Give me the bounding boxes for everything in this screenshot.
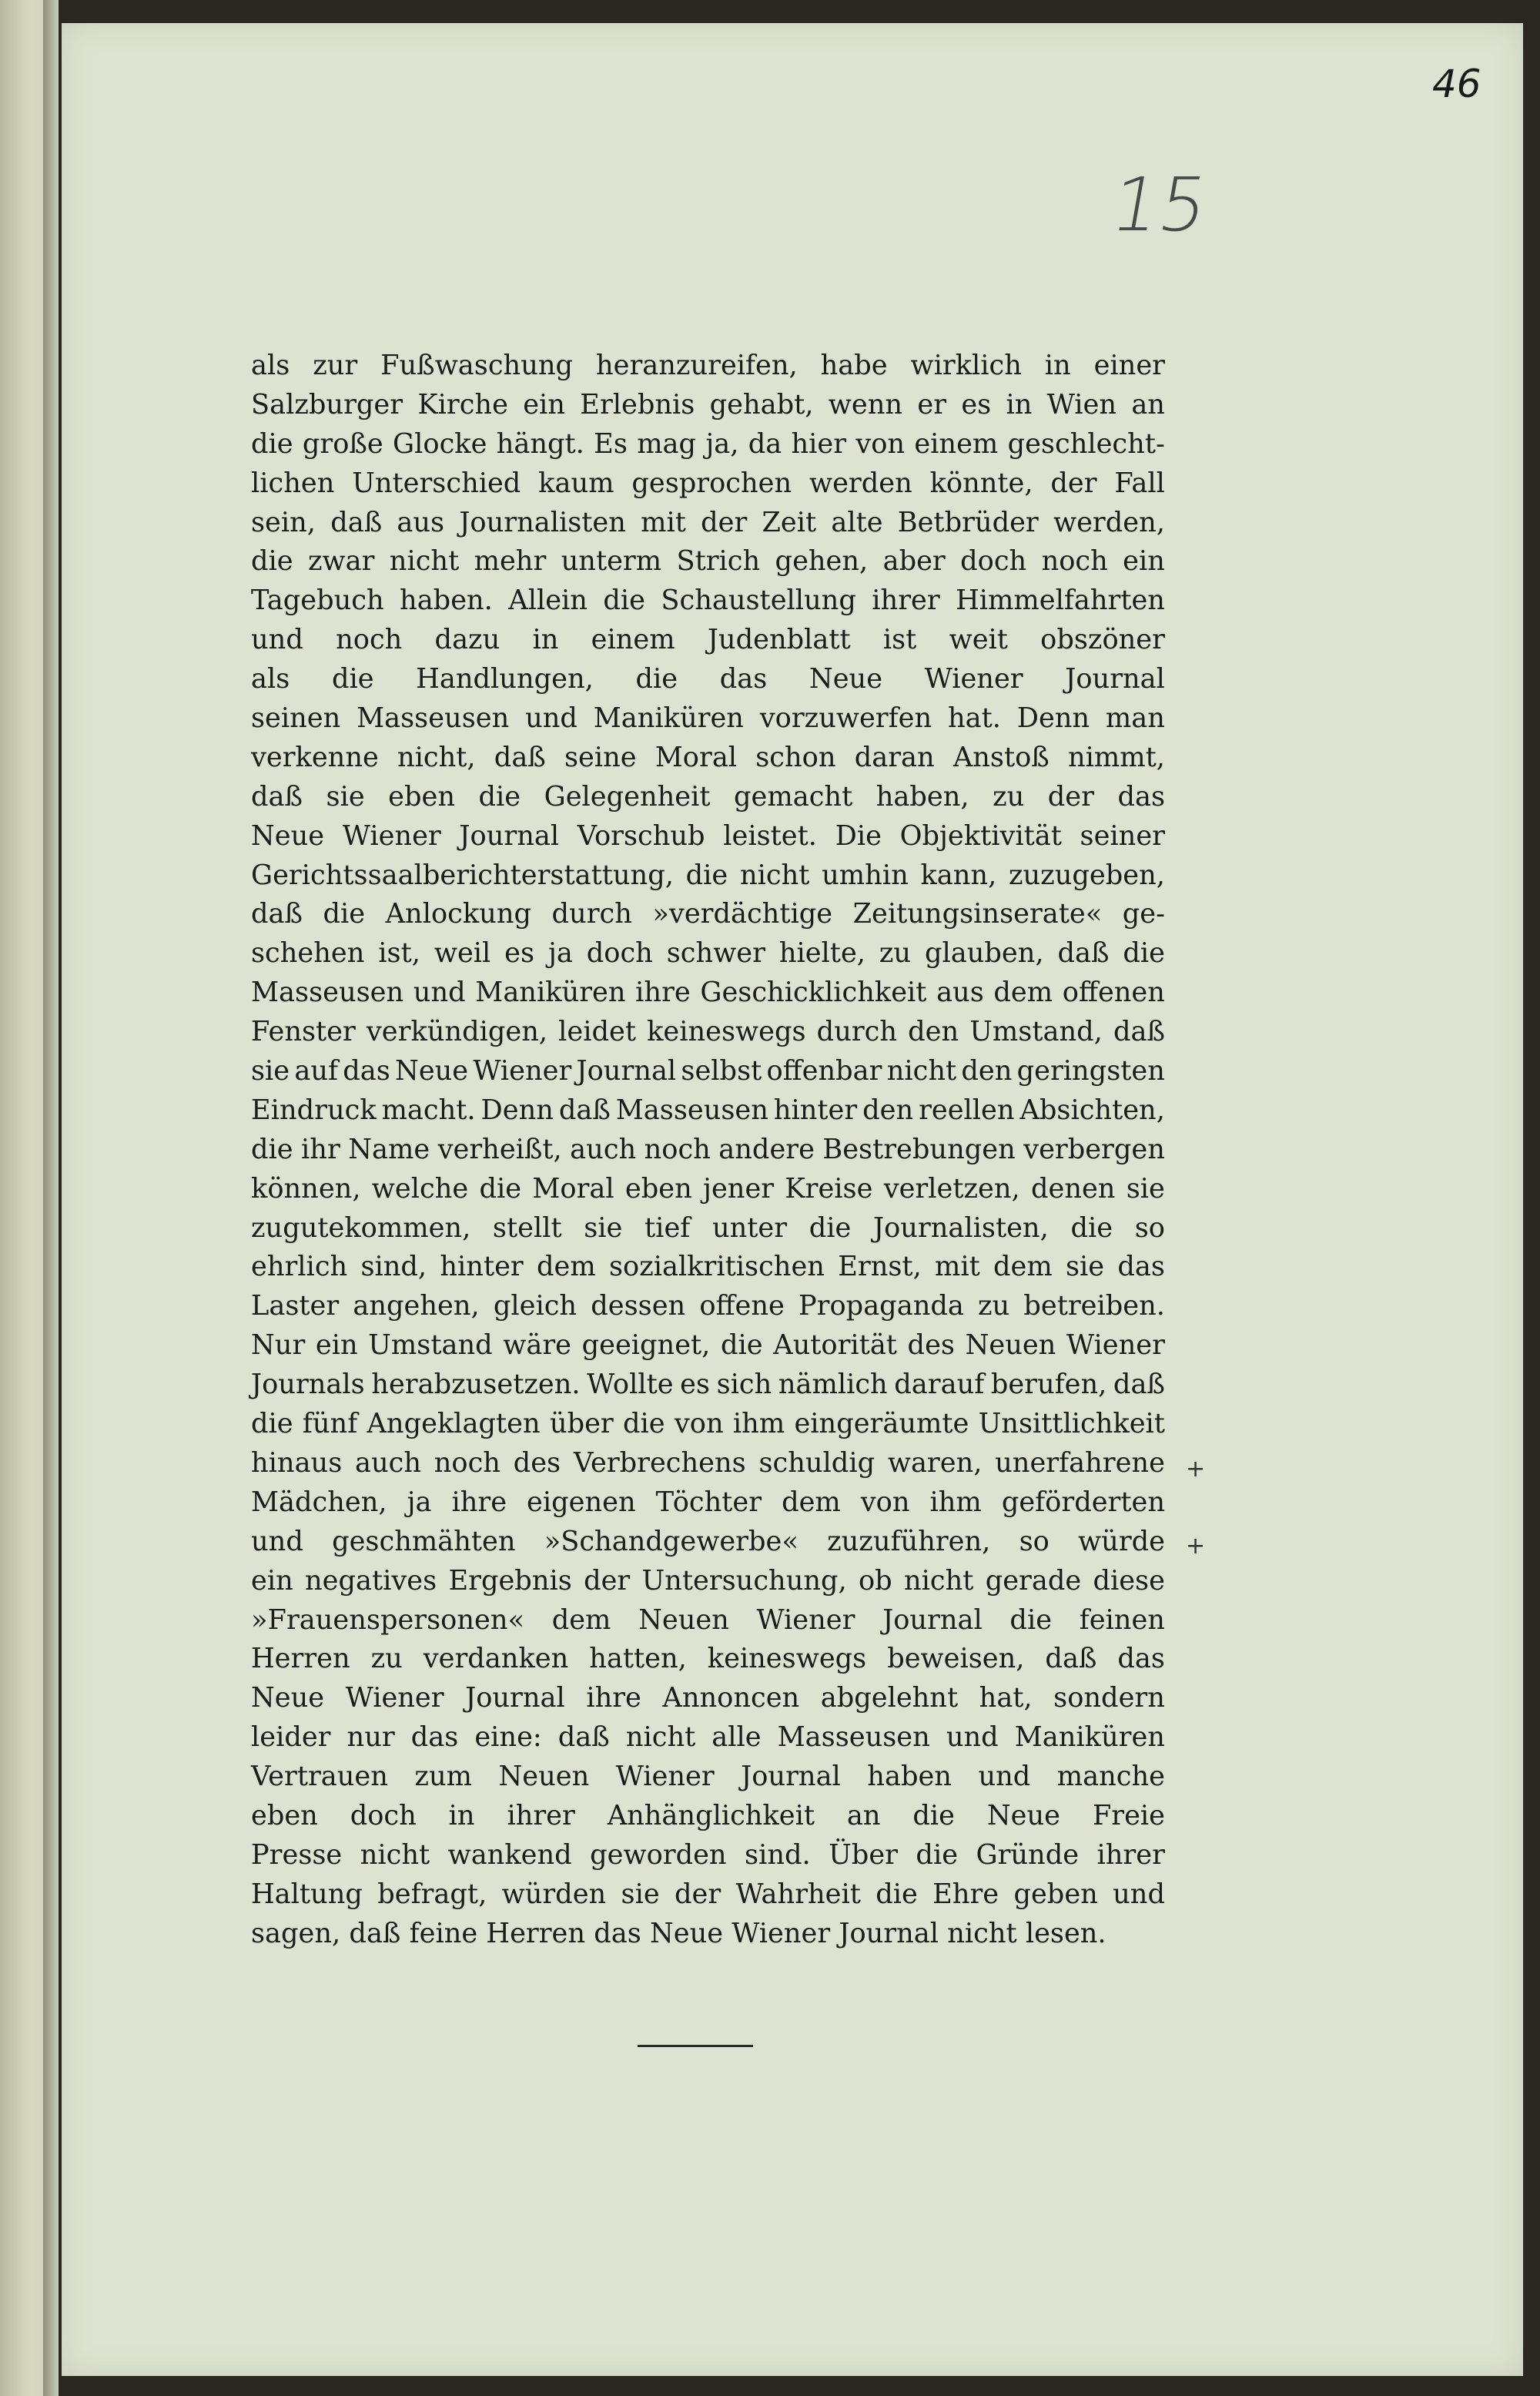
text-line: daß sie eben die Gelegenheit gemacht haben, zu der das — [251, 780, 1165, 813]
text-line: Mädchen, ja ihre eigenen Töchter dem von ihm geförderten — [251, 1486, 1165, 1518]
text-line: sein, daß aus Journalisten mit der Zeit alte Betbrüder werden, — [251, 506, 1165, 538]
text-line: Haltung befragt, würden sie der Wahrheit die Ehre geben und — [251, 1878, 1165, 1910]
page-number: 46 — [1432, 62, 1481, 106]
text-line: lichen Unterschied kaum gesprochen werden könnte, der Fall — [251, 467, 1165, 499]
text-line: sagen, daß feine Herren das Neue Wiener Journal nicht lesen. — [251, 1917, 1106, 1949]
margin-mark: + — [1186, 1533, 1206, 1560]
text-line: Neue Wiener Journal ihre Annoncen abgelehnt hat, sondern — [251, 1682, 1165, 1714]
text-line: »Frauenspersonen« dem Neuen Wiener Journal die feinen — [251, 1603, 1165, 1636]
text-line: Vertrauen zum Neuen Wiener Journal haben und manche — [251, 1761, 1165, 1793]
text-line: Herren zu verdanken hatten, keineswegs beweisen, daß das — [251, 1643, 1165, 1675]
text-line: schehen ist, weil es ja doch schwer hielte, zu glauben, daß die — [251, 937, 1165, 970]
text-line: und geschmähten »Schandgewerbe« zuzuführen, so würde — [251, 1525, 1165, 1557]
text-line: können, welche die Moral eben jener Kreise verletzen, denen sie — [251, 1172, 1165, 1205]
text-line: die ihr Name verheißt, auch noch andere Bestrebungen verbergen — [251, 1133, 1165, 1165]
text-line: Salzburger Kirche ein Erlebnis gehabt, wenn er es in Wien an — [251, 388, 1165, 421]
body-text-block — [251, 347, 1165, 1954]
text-line: zugutekommen, stellt sie tief unter die Journalisten, die so — [251, 1211, 1165, 1244]
text-line: hinaus auch noch des Verbrechens schuldig waren, unerfahrene — [251, 1446, 1165, 1479]
text-line: ehrlich sind, hinter dem sozialkritischen Ernst, mit dem sie das — [251, 1251, 1165, 1283]
text-line: Neue Wiener Journal Vorschub leistet. Die Objektivität seiner — [251, 819, 1165, 852]
text-line: Eindruck macht. Denn daß Masseusen hinter den reellen Absichten, — [251, 1094, 1165, 1126]
text-line: eben doch in ihrer Anhänglichkeit an die Neue Freie — [251, 1799, 1165, 1831]
text-line: die fünf Angeklagten über die von ihm eingeräumte Unsittlichkeit — [251, 1408, 1165, 1440]
text-line: Gerichtssaalberichterstattung, die nicht umhin kann, zuzugeben, — [251, 859, 1165, 891]
text-line: die zwar nicht mehr unterm Strich gehen, aber doch noch ein — [251, 545, 1165, 578]
text-line: seinen Masseusen und Maniküren vorzuwerfen hat. Denn man — [251, 702, 1165, 735]
text-line: Journals herabzusetzen. Wollte es sich nämlich darauf berufen, daß — [251, 1369, 1165, 1401]
page-gutter — [43, 0, 59, 2396]
text-line: daß die Anlockung durch »verdächtige Zeitungsinserate« ge- — [251, 898, 1165, 930]
text-line: als die Handlungen, die das Neue Wiener Journal — [251, 663, 1165, 695]
text-line: und noch dazu in einem Judenblatt ist weit obszöner — [251, 624, 1165, 656]
text-line: als zur Fußwaschung heranzureifen, habe wirklich in einer — [251, 350, 1165, 381]
text-line: Presse nicht wankend geworden sind. Über die Gründe ihrer — [251, 1838, 1165, 1871]
end-rule-divider — [638, 2045, 753, 2047]
text-line: sie auf das Neue Wiener Journal selbst offenbar nicht den geringsten — [251, 1055, 1165, 1087]
text-line: ein negatives Ergebnis der Untersuchung, ob nicht gerade diese — [251, 1564, 1165, 1597]
pencil-annotation: 15 — [1105, 162, 1215, 248]
margin-mark: + — [1186, 1456, 1206, 1483]
text-line: die große Glocke hängt. Es mag ja, da hier von einem geschlecht- — [251, 427, 1165, 460]
text-line: Nur ein Umstand wäre geeignet, die Autorität des Neuen Wiener — [251, 1329, 1165, 1362]
text-line: Fenster verkündigen, leidet keineswegs durch den Umstand, daß — [251, 1016, 1165, 1048]
text-line: Laster angehen, gleich dessen offene Propaganda zu betreiben. — [251, 1290, 1165, 1322]
text-line: Masseusen und Maniküren ihre Geschicklichkeit aus dem offenen — [251, 977, 1165, 1009]
text-line: Tagebuch haben. Allein die Schaustellung ihrer Himmelfahrten — [251, 585, 1165, 617]
text-line: leider nur das eine: daß nicht alle Masseusen und Maniküren — [251, 1721, 1165, 1754]
text-line: verkenne nicht, daß seine Moral schon daran Anstoß nimmt, — [251, 741, 1165, 773]
